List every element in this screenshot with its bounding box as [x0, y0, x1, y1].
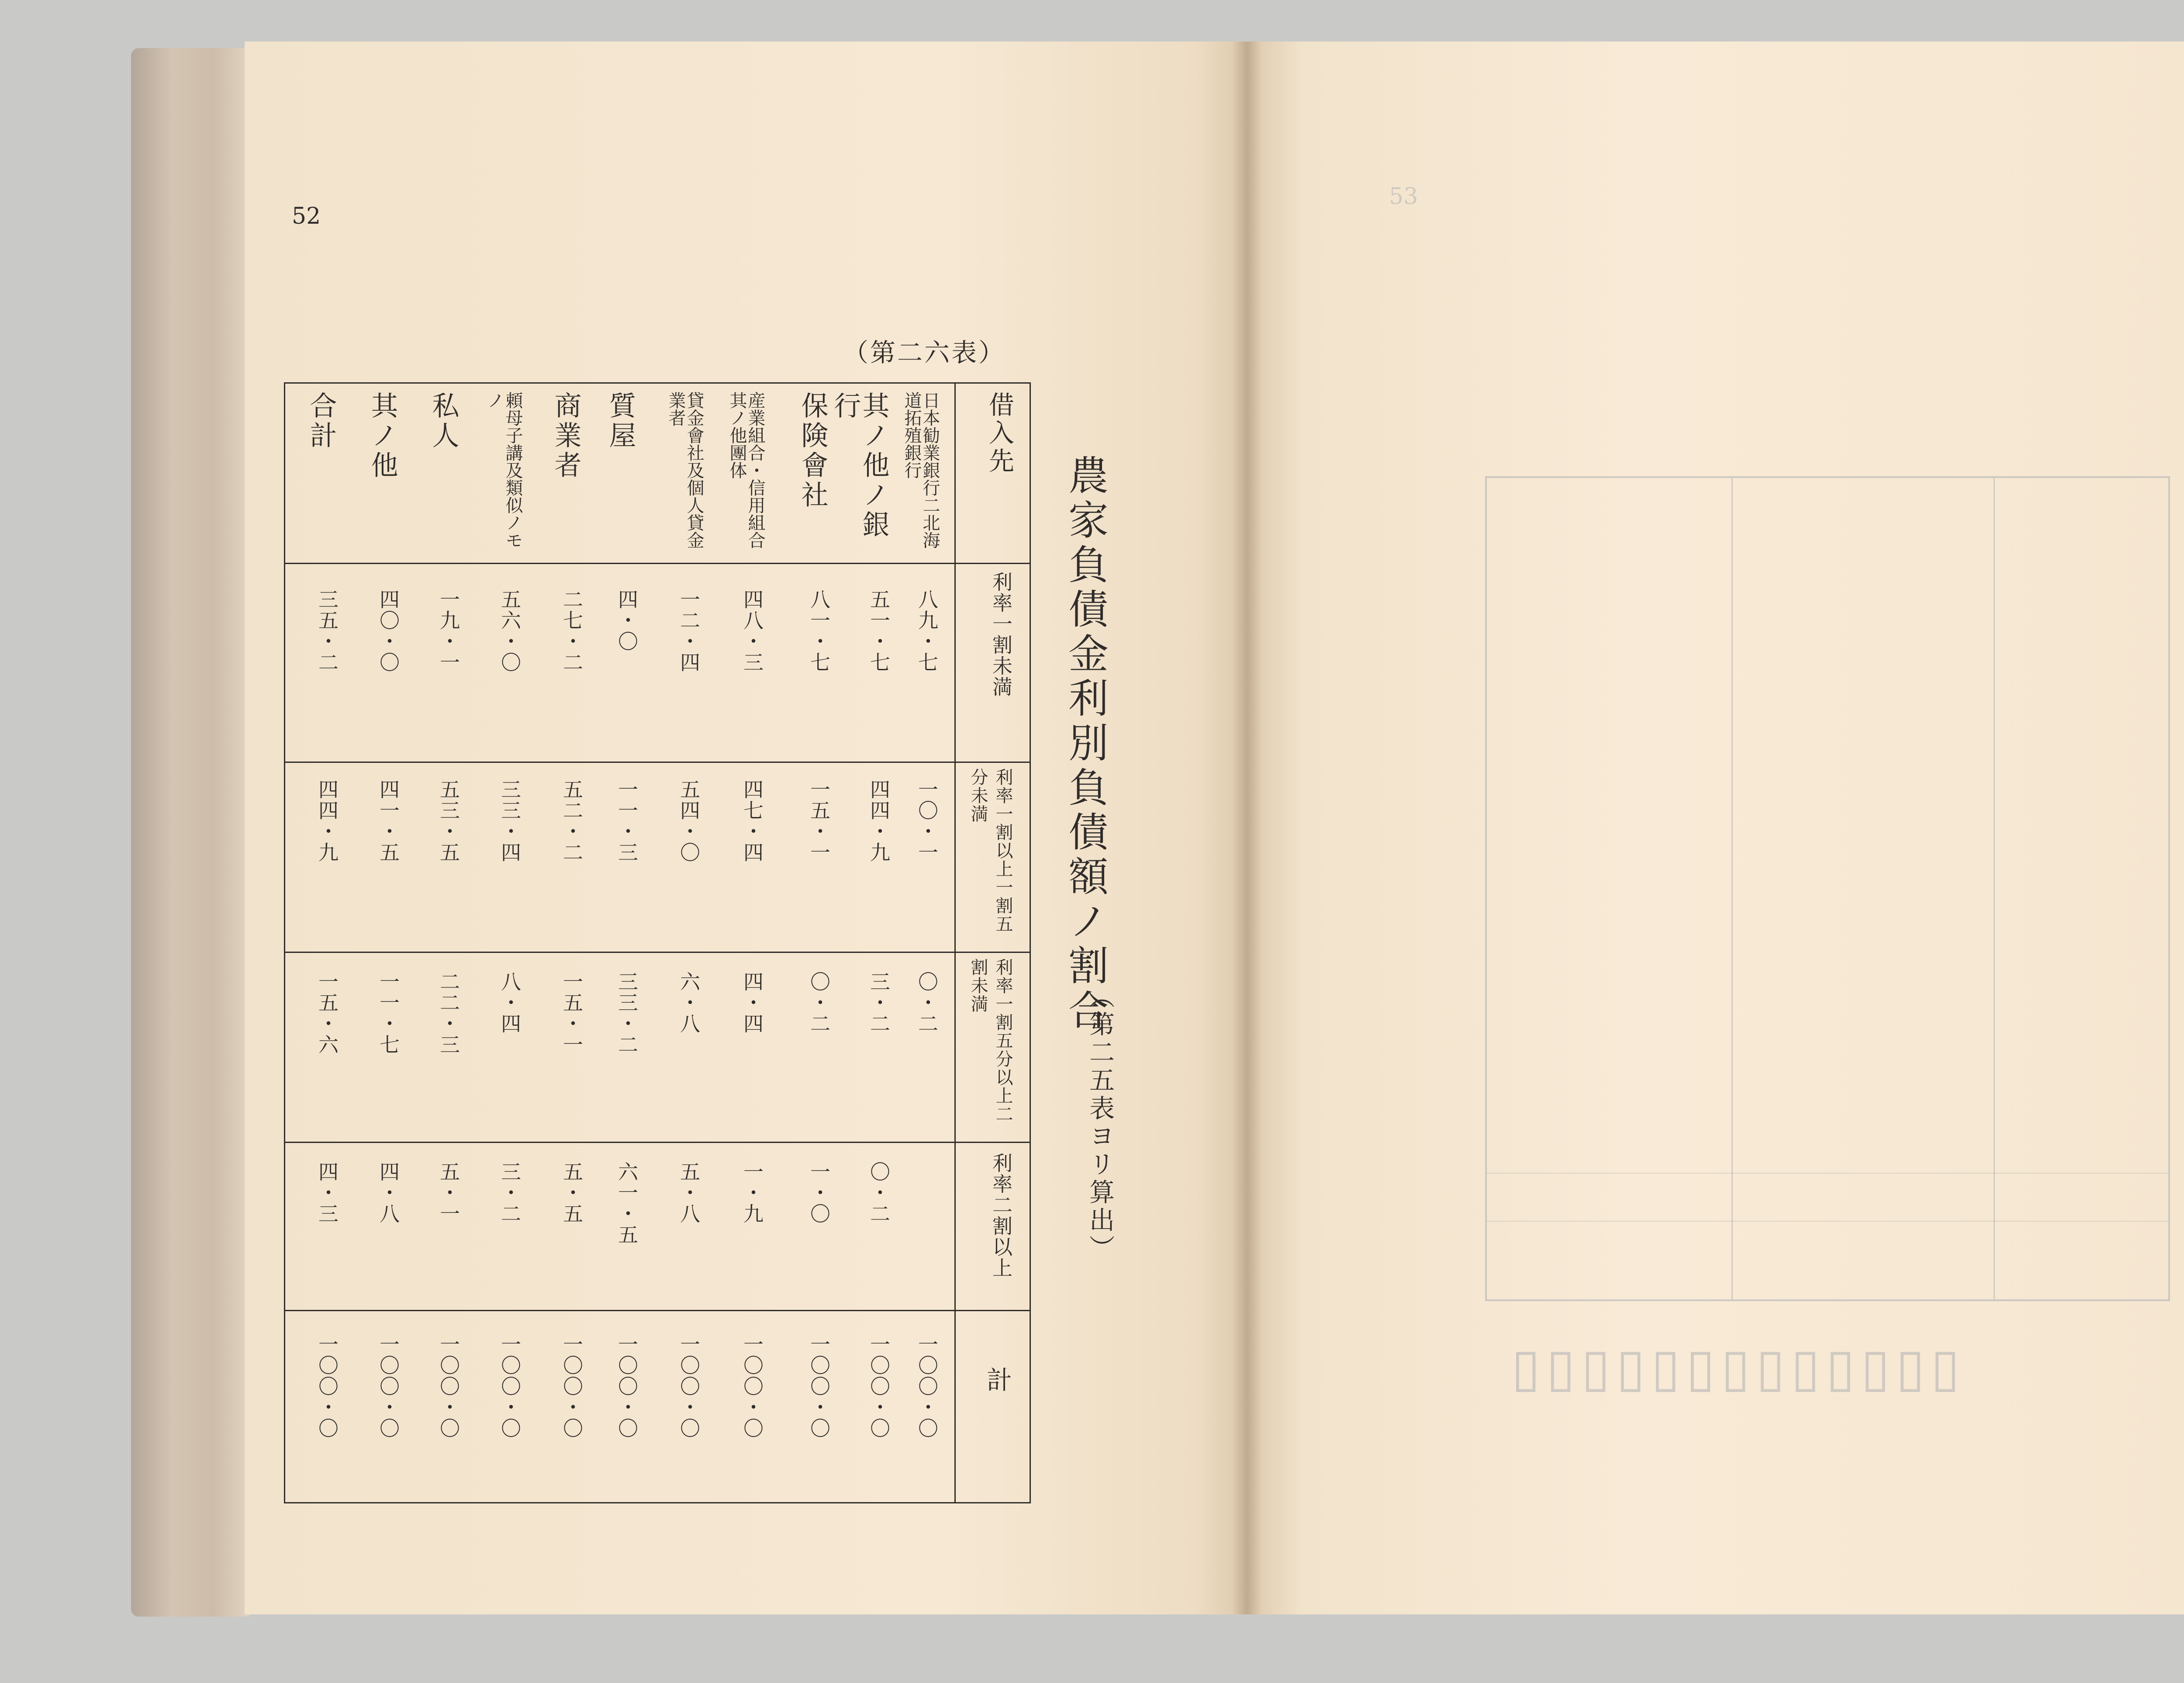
lender-header: 商業者: [550, 391, 582, 481]
page-number-left: 52: [292, 203, 321, 229]
table-cell: 五六・〇: [498, 589, 522, 673]
row-label: 利率一割以上一割五分未満: [968, 768, 1013, 933]
table-cell: 一〇〇・〇: [437, 1334, 460, 1439]
table-cell: 二二・三: [437, 971, 460, 1055]
table-cell: 八一・七: [807, 589, 831, 673]
table-cell: 四八・三: [740, 589, 764, 673]
table-cell: 四・八: [377, 1161, 400, 1224]
table-cell: 二七・二: [560, 589, 584, 673]
table-cell: 一〇・一: [915, 779, 939, 863]
table-cell: 三三・二: [615, 971, 639, 1055]
row-divider: [284, 762, 1031, 763]
row-divider: [284, 1310, 1031, 1311]
table-cell: 一五・一: [807, 779, 831, 863]
table-cell: 五二・二: [560, 779, 584, 863]
table-cell: 四一・五: [377, 779, 400, 863]
table-cell: 一〇〇・〇: [615, 1334, 639, 1439]
table-cell: 〇・二: [867, 1161, 891, 1224]
table-cell: 一二・四: [677, 589, 701, 673]
table-cell: 一〇〇・〇: [377, 1334, 400, 1439]
lender-header: 其ノ他ノ銀行: [829, 391, 890, 540]
lender-header: 頼母子講及類似ノモノ: [484, 391, 523, 549]
lender-header: 日本勧業銀行二北海道拓殖銀行: [902, 391, 940, 549]
table-cell: 三・二: [867, 971, 891, 1034]
table-cell: 〇・二: [915, 971, 939, 1034]
table-cell: 五・八: [677, 1161, 701, 1224]
row-label: 利率二割以上: [989, 1153, 1013, 1278]
table-cell: 四・三: [315, 1161, 339, 1224]
table-cell: 五・五: [560, 1161, 584, 1224]
table-cell: 一〇〇・〇: [677, 1334, 701, 1439]
show-through-table: [1485, 476, 2170, 1301]
table-cell: 一〇〇・〇: [315, 1334, 339, 1439]
table-cell: 一一・三: [615, 779, 639, 863]
page-number-right: 53: [1389, 184, 1418, 210]
table-cell: 六・八: [677, 971, 701, 1034]
table-cell: 〇・二: [807, 971, 831, 1034]
table-cell: 一〇〇・〇: [498, 1334, 522, 1439]
table-cell: 一〇〇・〇: [915, 1334, 939, 1439]
table-cell: 八・四: [498, 971, 522, 1034]
row-divider: [284, 952, 1031, 953]
table-cell: 一〇〇・〇: [740, 1334, 764, 1439]
table-cell: 四・四: [740, 971, 764, 1034]
book-edge-left: [131, 48, 249, 1617]
lender-header: 合計: [305, 391, 337, 451]
lender-header: 保険會社: [797, 391, 829, 510]
lender-header: 私人: [428, 391, 460, 451]
lender-header: 質屋: [605, 391, 636, 451]
corner-header: 借入先: [985, 391, 1014, 475]
lender-header: 産業組合・信用組合其ノ他團体: [727, 391, 765, 549]
table-cell: 一九・一: [437, 589, 460, 673]
data-table: [284, 382, 1031, 1503]
table-cell: 一・九: [740, 1161, 764, 1224]
table-cell: 四〇・〇: [377, 589, 400, 673]
row-label: 計: [982, 1367, 1012, 1393]
lender-header: 其ノ他: [366, 391, 398, 481]
table-cell: 一〇〇・〇: [560, 1334, 584, 1439]
table-cell: 一五・六: [315, 971, 339, 1055]
table-cell: 五四・〇: [677, 779, 701, 863]
table-cell: 八九・七: [915, 589, 939, 673]
table-label: （第二六表）: [843, 338, 1006, 367]
table-cell: 一〇〇・〇: [867, 1334, 891, 1439]
book-gutter: [1232, 42, 1262, 1614]
table-cell: 三・二: [498, 1161, 522, 1224]
table-cell: 五三・五: [437, 779, 460, 863]
row-label: 利率一割未満: [989, 571, 1013, 697]
table-cell: 四四・九: [315, 779, 339, 863]
table-cell: 一・〇: [807, 1161, 831, 1224]
table-cell: 一一・七: [377, 971, 400, 1055]
row-label: 利率一割五分以上二割未満: [968, 958, 1013, 1123]
table-title: 農家負債金利別負債額ノ割合: [1062, 454, 1109, 1034]
table-cell: 三五・二: [315, 589, 339, 673]
table-cell: 三三・四: [498, 779, 522, 863]
lender-header: 貸金會社及個人貸金業者: [666, 391, 704, 549]
table-cell: 一〇〇・〇: [807, 1334, 831, 1439]
table-cell: 六一・五: [615, 1161, 639, 1245]
show-through-title: ▯▯▯▯▯▯▯▯▯▯▯▯▯: [1511, 1346, 1966, 1406]
table-cell: 一五・一: [560, 971, 584, 1055]
table-cell: 五・一: [437, 1161, 460, 1224]
table-cell: 四七・四: [740, 779, 764, 863]
table-cell: 五一・七: [867, 589, 891, 673]
table-cell: 四・〇: [615, 589, 639, 652]
row-divider: [284, 1142, 1031, 1143]
table-subtitle: （第二五表ヨリ算出）: [1085, 983, 1115, 1263]
table-cell: 四四・九: [867, 779, 891, 863]
